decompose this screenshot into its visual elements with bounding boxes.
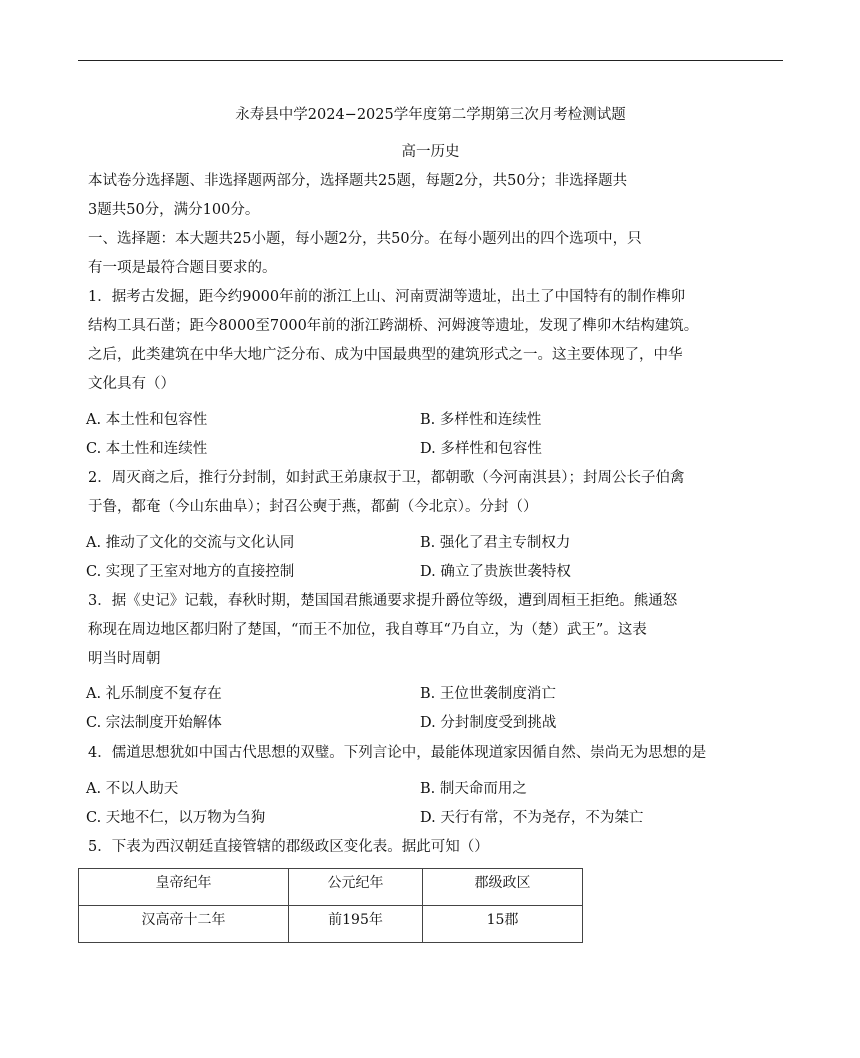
question-stem: 文化具有（） bbox=[88, 376, 175, 392]
question-stem: 之后，此类建筑在中华大地广泛分布、成为中国最典型的建筑形式之一。这主要体现了，中华 bbox=[88, 347, 683, 363]
section-heading: 一、选择题：本大题共25小题，每小题2分，共50分。在每小题列出的四个选项中，只 bbox=[88, 231, 642, 247]
option-d: D. 确立了贵族世袭特权 bbox=[420, 564, 571, 580]
table-row bbox=[79, 906, 583, 943]
question-stem: 明当时周朝 bbox=[88, 651, 161, 667]
option-c: C. 实现了王室对地方的直接控制 bbox=[86, 564, 295, 580]
question-stem: 4．儒道思想犹如中国古代思想的双璧。下列言论中，最能体现道家因循自然、崇尚无为思想的是 bbox=[88, 745, 707, 761]
option-c: C. 宗法制度开始解体 bbox=[86, 715, 222, 731]
question-stem: 3．据《史记》记载，春秋时期，楚国国君熊通要求提升爵位等级，遭到周桓王拒绝。熊通怒 bbox=[88, 593, 678, 609]
question-stem: 称现在周边地区都归附了楚国，“而王不加位，我自尊耳“乃自立，为（楚）武王”。这表 bbox=[88, 622, 647, 638]
table-header-cell: 公元纪年 bbox=[289, 869, 423, 906]
option-b: B. 强化了君主专制权力 bbox=[420, 535, 571, 551]
table-header-cell: 郡级政区 bbox=[423, 869, 583, 906]
question-stem: 1．据考古发掘，距今约9000年前的浙江上山、河南贾湖等遗址，出土了中国特有的制作榫卯 bbox=[88, 289, 686, 305]
option-a: A. 礼乐制度不复存在 bbox=[86, 686, 222, 702]
table-header-cell: 皇帝纪年 bbox=[79, 869, 289, 906]
table-cell: 汉高帝十二年 bbox=[79, 906, 289, 943]
question-stem: 2．周灭商之后，推行分封制，如封武王弟康叔于卫，都朝歌（今河南淇县）；封周公长子伯禽 bbox=[88, 470, 685, 486]
option-d: D. 分封制度受到挑战 bbox=[420, 715, 557, 731]
option-a: A. 推动了文化的交流与文化认同 bbox=[86, 535, 295, 551]
data-table bbox=[78, 868, 583, 943]
question-stem: 5．下表为西汉朝廷直接管辖的郡级政区变化表。据此可知（） bbox=[88, 839, 489, 855]
section-heading: 有一项是最符合题目要求的。 bbox=[88, 260, 277, 276]
option-d: D. 天行有常，不为尧存，不为桀亡 bbox=[420, 810, 644, 826]
option-a: A. 不以人助天 bbox=[86, 781, 179, 797]
question-stem: 结构工具石凿；距今8000至7000年前的浙江跨湖桥、河姆渡等遗址，发现了榫卯木结构建筑。 bbox=[88, 318, 699, 334]
table-cell: 前195年 bbox=[289, 906, 423, 943]
table-header-row bbox=[79, 869, 583, 906]
table-cell: 15郡 bbox=[423, 906, 583, 943]
option-c: C. 本土性和连续性 bbox=[86, 441, 208, 457]
option-d: D. 多样性和包容性 bbox=[420, 441, 542, 457]
option-b: B. 王位世袭制度消亡 bbox=[420, 686, 556, 702]
question-stem: 于鲁，都奄（今山东曲阜）；封召公奭于燕，都蓟（今北京）。分封（） bbox=[88, 499, 538, 515]
exam-subject: 高一历史 bbox=[401, 144, 460, 160]
option-c: C. 天地不仁，以万物为刍狗 bbox=[86, 810, 266, 826]
intro-line: 3题共50分，满分100分。 bbox=[88, 202, 260, 218]
option-a: A. 本土性和包容性 bbox=[86, 412, 208, 428]
intro-line: 本试卷分选择题、非选择题两部分，选择题共25题，每题2分，共50分；非选择题共 bbox=[88, 173, 628, 189]
option-b: B. 多样性和连续性 bbox=[420, 412, 542, 428]
exam-title: 永寿县中学2024−2025学年度第二学期第三次月考检测试题 bbox=[235, 107, 626, 123]
header-rule bbox=[78, 60, 783, 61]
option-b: B. 制天命而用之 bbox=[420, 781, 527, 797]
